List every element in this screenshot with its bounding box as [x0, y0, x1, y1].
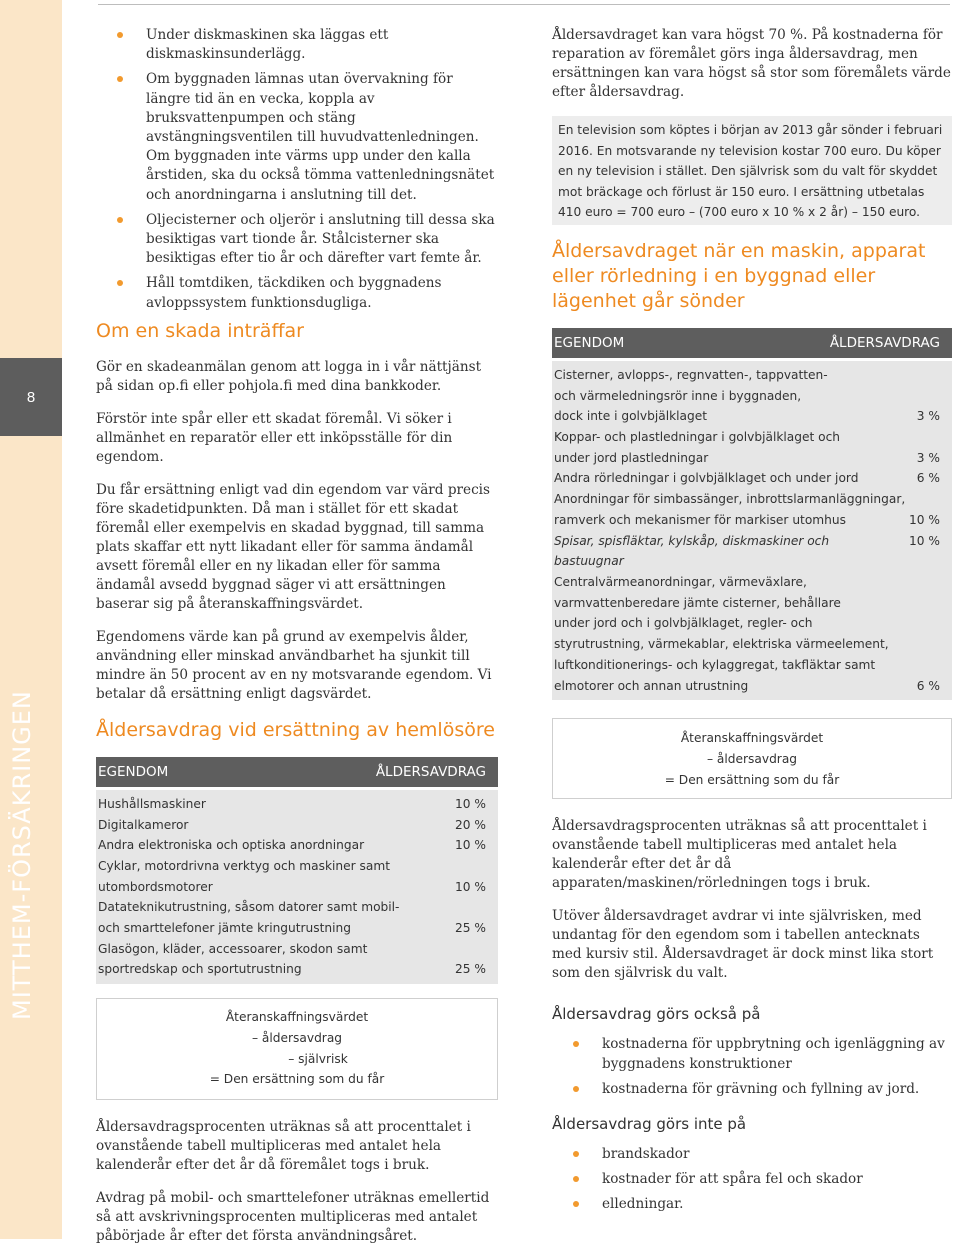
- maintenance-list: [96, 26, 498, 313]
- machine-deduction-table: [552, 328, 952, 700]
- table-body: [96, 790, 498, 984]
- table-row-line: [554, 531, 940, 572]
- home-deduction-table: [96, 757, 498, 984]
- item-text: och smarttelefoner jämte kringutrustning: [98, 921, 351, 936]
- column-header-property: EGENDOM: [554, 334, 625, 351]
- list-item: elledningar.: [552, 1195, 952, 1214]
- sidebar: [0, 0, 62, 1239]
- vertical-title: MITTHEM-FÖRSÄKRINGEN: [8, 690, 36, 1020]
- table-header: [96, 757, 498, 787]
- formula-line: Återanskaffningsvärdet: [225, 1010, 369, 1025]
- also-list: [552, 1035, 952, 1099]
- table-row-line: [554, 448, 940, 469]
- paragraph: Du får ersättning enligt vad din egendom var värd precis före skadetidpunkten. Då man i stället för ett skadat föremål eller exempelvis en skadad byggnad, till samma plats skaffar ett nytt likadant eller för samma ändamål avsett föremål eller en ny likadan eller för samma ändamål avsedd byggnad säger vi att ersättningen baserar sig på återanskaffningsvärdet.: [96, 481, 491, 612]
- table-row-line: [554, 613, 940, 634]
- formula-line: = Den ersättning som du får: [664, 772, 840, 787]
- paragraph: Gör en skadeanmälan genom att logga in i vår nättjänst på sidan op.fi eller pohjola.fi med dina bankkoder.: [96, 358, 482, 394]
- table-row-line: [554, 427, 940, 448]
- list-item: Håll tomtdiken, täckdiken och byggnadens avloppssystem funktionsdugliga.: [96, 274, 498, 312]
- deduction-percent: 25 %: [455, 962, 486, 977]
- formula-line: – åldersavdrag: [251, 1030, 343, 1045]
- table-row-line: [554, 489, 940, 510]
- deduction-percent: 6 %: [916, 471, 940, 486]
- formula-line: = Den ersättning som du får: [209, 1072, 385, 1087]
- page-number: 8: [0, 358, 62, 436]
- deduction-percent: 6 %: [916, 678, 940, 693]
- item-text: Digitalkameror: [98, 817, 189, 832]
- table-row-line: [554, 655, 940, 676]
- table-row-line: [554, 510, 940, 531]
- formula-line: – åldersavdrag: [706, 751, 798, 766]
- item-text: dock inte i golvbjälklaget: [554, 409, 708, 424]
- item-text: och värmeledningsrör inne i byggnaden,: [554, 388, 802, 403]
- table-row-line: [98, 835, 486, 856]
- item-text: Hushållsmaskiner: [98, 796, 206, 811]
- list-item: Under diskmaskinen ska läggas ett diskmaskinsunderlägg.: [96, 26, 498, 64]
- paragraph: Åldersavdragsprocenten uträknas så att procenttalet i ovanstående tabell multipliceras med antalet hela kalenderår efter det år då föremålet togs i bruk.: [96, 1118, 471, 1173]
- paragraph: Åldersavdragsprocenten uträknas så att procenttalet i ovanstående tabell multipliceras med antalet hela kalenderår efter det år då apparaten/maskinen/rörledningen togs i bruk.: [552, 818, 927, 892]
- deduction-percent: 10 %: [909, 533, 940, 548]
- item-text: under jord och i golvbjälklaget, regler- och: [554, 616, 813, 631]
- example-text: En television som köptes i början av 2013 går sönder i februari 2016. En motsvarande ny television kostar 700 euro. Du köper en ny television i stället. Den självrisk som du valt för skyddet mot bräckage och förlust är 150 euro. I ersättning utbetalas 410 euro = 700 euro – (700 euro x 10 % x 2 år) – 150 euro.: [558, 123, 943, 220]
- right-column: [552, 26, 952, 1221]
- list-item: kostnaderna för uppbrytning och igenläggning av byggnadens konstruktioner: [552, 1035, 952, 1073]
- formula-box: [552, 718, 952, 799]
- item-text: Centralvärmeanordningar, värmeväxlare,: [554, 575, 807, 589]
- deduction-percent: 25 %: [455, 921, 486, 936]
- deduction-percent: 10 %: [455, 838, 486, 853]
- table-row-line: [98, 918, 486, 939]
- table-row-line: [98, 877, 486, 898]
- paragraph: Avdrag på mobil- och smarttelefoner uträknas emellertid så att avskrivningsprocenten multipliceras med antalet påbörjade år efter det första användningsåret.: [96, 1189, 490, 1244]
- table-row-line: [554, 386, 940, 407]
- list-item: Oljecisterner och oljerör i anslutning till dessa ska besiktigas vart tionde år. Stålcisterner ska besiktigas efter tio år och därefter vart femte år.: [96, 211, 498, 269]
- deduction-percent: 3 %: [916, 450, 940, 465]
- table-row-line: [98, 897, 486, 918]
- column-header-deduction: ÅLDERSAVDRAG: [375, 763, 486, 780]
- list-item: kostnaderna för grävning och fyllning av jord.: [552, 1080, 952, 1099]
- table-row-line: [554, 468, 940, 489]
- item-text: Andra rörledningar i golvbjälklaget och under jord: [554, 471, 859, 486]
- table-row-line: [554, 676, 940, 697]
- paragraph: Förstör inte spår eller ett skadat föremål. Vi söker i allmänhet en reparatör eller ett inköpsställe för din egendom.: [96, 410, 453, 465]
- example-box: [552, 116, 952, 225]
- heading-home-contents: Åldersavdrag vid ersättning av hemlösöre: [96, 718, 495, 741]
- item-text: luftkonditionerings- och kylaggregat, takfläktar samt: [554, 657, 876, 672]
- list-item: brandskador: [552, 1145, 952, 1164]
- paragraph: Åldersavdraget kan vara högst 70 %. På kostnaderna för reparation av föremålet görs inga åldersavdrag, men ersättningen kan vara högst så stor som föremålets värde efter åldersavdrag.: [552, 27, 951, 100]
- column-header-deduction: ÅLDERSAVDRAG: [829, 334, 940, 351]
- table-row-line: [98, 939, 486, 960]
- item-text: under jord plastledningar: [554, 450, 709, 465]
- deduction-percent: 10 %: [455, 879, 486, 894]
- deduction-percent: 20 %: [455, 817, 486, 832]
- item-text: Datateknikutrustning, såsom datorer samt mobil-: [98, 900, 400, 915]
- item-text: Andra elektroniska och optiska anordningar: [98, 838, 365, 853]
- item-text: Anordningar för simbassänger, inbrottslarmanläggningar,: [554, 492, 906, 507]
- item-text: ramverk och mekanismer för markiser utomhus: [554, 512, 846, 527]
- table-row-line: [554, 572, 940, 593]
- item-text: Cisterner, avlopps-, regnvatten-, tappvatten-: [554, 367, 828, 382]
- formula-line: – självrisk: [288, 1051, 348, 1066]
- heading-not: Åldersavdrag görs inte på: [552, 1114, 747, 1133]
- top-rule: [98, 4, 950, 5]
- item-text: Koppar- och plastledningar i golvbjälklaget och: [554, 430, 841, 445]
- item-text: Glasögon, kläder, accessoarer, skodon samt: [98, 941, 368, 956]
- paragraph: Egendomens värde kan på grund av exempelvis ålder, användning eller minskad användbarhet ha sjunkit till mindre än 50 procent av en ny motsvarande egendom. Vi betalar då ersättning enligt dagsvärdet.: [96, 628, 492, 702]
- formula-box: [96, 998, 498, 1100]
- deduction-percent: 10 %: [909, 512, 940, 527]
- list-item: kostnader för att spåra fel och skador: [552, 1170, 952, 1189]
- item-text: varmvattenberedare jämte cisterner, behållare: [554, 595, 841, 610]
- table-row-line: [98, 856, 486, 877]
- not-list: [552, 1145, 952, 1215]
- item-text: sportredskap och sportutrustning: [98, 962, 302, 977]
- table-row-line: [554, 634, 940, 655]
- table-row-line: [98, 794, 486, 815]
- item-text: utombordsmotorer: [98, 879, 213, 894]
- item-text: Cyklar, motordrivna verktyg och maskiner samt: [98, 858, 391, 873]
- left-column: [96, 26, 498, 1260]
- deduction-percent: 10 %: [455, 796, 486, 811]
- item-text: Spisar, spisfläktar, kylskåp, diskmaskiner och bastuugnar: [554, 533, 830, 569]
- heading-machine: Åldersavdraget när en maskin, apparat eller rörledning i en byggnad eller lägenhet går sönder: [552, 239, 926, 312]
- deduction-percent: 3 %: [916, 409, 940, 424]
- heading-damage: Om en skada inträffar: [96, 319, 304, 342]
- heading-also: Åldersavdrag görs också på: [552, 1005, 761, 1024]
- table-row-line: [554, 406, 940, 427]
- table-row-line: [98, 959, 486, 980]
- table-body: [552, 361, 952, 700]
- table-row-line: [554, 365, 940, 386]
- item-text: styrutrustning, värmekablar, elektriska värmeelement,: [554, 637, 889, 652]
- list-item: Om byggnaden lämnas utan övervakning för längre tid än en vecka, koppla av bruksvattenpumpen och stäng avstängningsventilen till huvudvattenledningen. Om byggnaden inte värms upp under den kalla årstiden, ska du också tömma vattenledningsnätet och anordningarna i anslutning till det.: [96, 70, 498, 204]
- item-text: elmotorer och annan utrustning: [554, 678, 749, 693]
- table-row-line: [554, 593, 940, 614]
- formula-line: Återanskaffningsvärdet: [680, 731, 824, 746]
- table-header: [552, 328, 952, 358]
- table-row-line: [98, 815, 486, 836]
- paragraph: Utöver åldersavdraget avdrar vi inte självrisken, med undantag för den egendom som i tabellen antecknats med kursiv stil. Åldersavdraget är dock minst lika stort som den självrisk du valt.: [552, 908, 934, 982]
- column-header-property: EGENDOM: [98, 763, 169, 780]
